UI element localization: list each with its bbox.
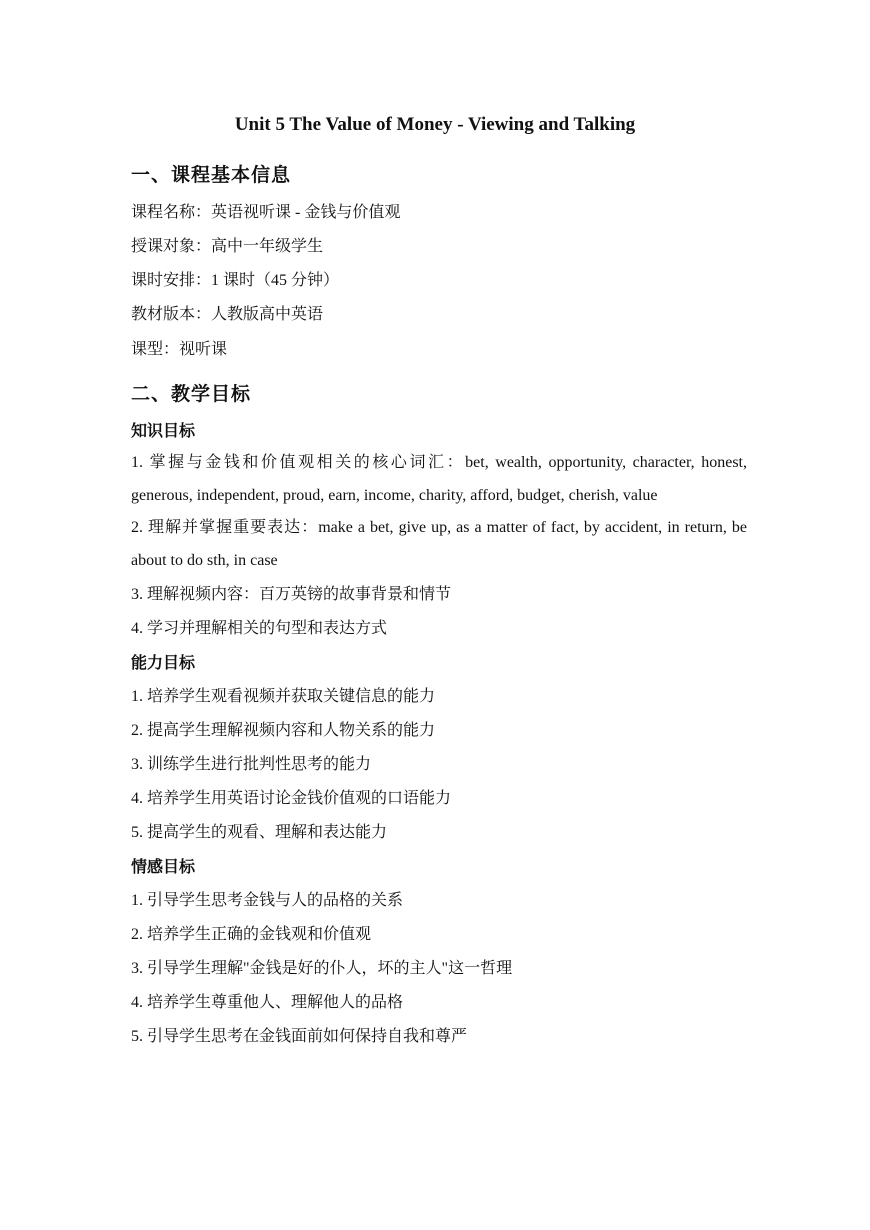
section-heading-basic-info: 一、课程基本信息 xyxy=(131,164,292,186)
ability-item-3: 3. 训练学生进行批判性思考的能力 xyxy=(131,756,372,773)
emotion-item-3: 3. 引导学生理解"金钱是好的仆人，坏的主人"这一哲理 xyxy=(131,960,513,977)
subheading-emotion: 情感目标 xyxy=(131,857,196,876)
info-line-schedule: 课时安排：1 课时（45 分钟） xyxy=(131,272,340,289)
info-line-course-name: 课程名称：英语视听课 - 金钱与价值观 xyxy=(131,204,401,221)
section-heading-objectives: 二、教学目标 xyxy=(131,383,252,405)
ability-item-1: 1. 培养学生观看视频并获取关键信息的能力 xyxy=(131,688,436,705)
info-line-audience: 授课对象：高中一年级学生 xyxy=(131,238,324,255)
subheading-ability: 能力目标 xyxy=(131,653,196,672)
knowledge-item-4: 4. 学习并理解相关的句型和表达方式 xyxy=(131,620,388,637)
subheading-knowledge: 知识目标 xyxy=(131,421,196,440)
emotion-item-5: 5. 引导学生思考在金钱面前如何保持自我和尊严 xyxy=(131,1028,468,1045)
knowledge-item-3: 3. 理解视频内容：百万英镑的故事背景和情节 xyxy=(131,586,452,603)
ability-item-5: 5. 提高学生的观看、理解和表达能力 xyxy=(131,824,388,841)
info-line-textbook: 教材版本：人教版高中英语 xyxy=(131,306,324,323)
ability-item-4: 4. 培养学生用英语讨论金钱价值观的口语能力 xyxy=(131,790,452,807)
emotion-item-4: 4. 培养学生尊重他人、理解他人的品格 xyxy=(131,994,404,1011)
knowledge-item-1: 1. 掌握与金钱和价值观相关的核心词汇：bet, wealth, opportunity, character, honest, generous, independent, proud, earn, income, charity, afford, budget, cherish, value xyxy=(131,454,747,504)
emotion-item-2: 2. 培养学生正确的金钱观和价值观 xyxy=(131,926,372,943)
document-title: Unit 5 The Value of Money - Viewing and Talking xyxy=(234,114,636,135)
emotion-item-1: 1. 引导学生思考金钱与人的品格的关系 xyxy=(131,892,404,909)
ability-item-2: 2. 提高学生理解视频内容和人物关系的能力 xyxy=(131,722,436,739)
info-line-lesson-type: 课型：视听课 xyxy=(131,341,228,358)
knowledge-item-2: 2. 理解并掌握重要表达：make a bet, give up, as a matter of fact, by accident, in return, be about to do sth, in case xyxy=(131,519,747,569)
